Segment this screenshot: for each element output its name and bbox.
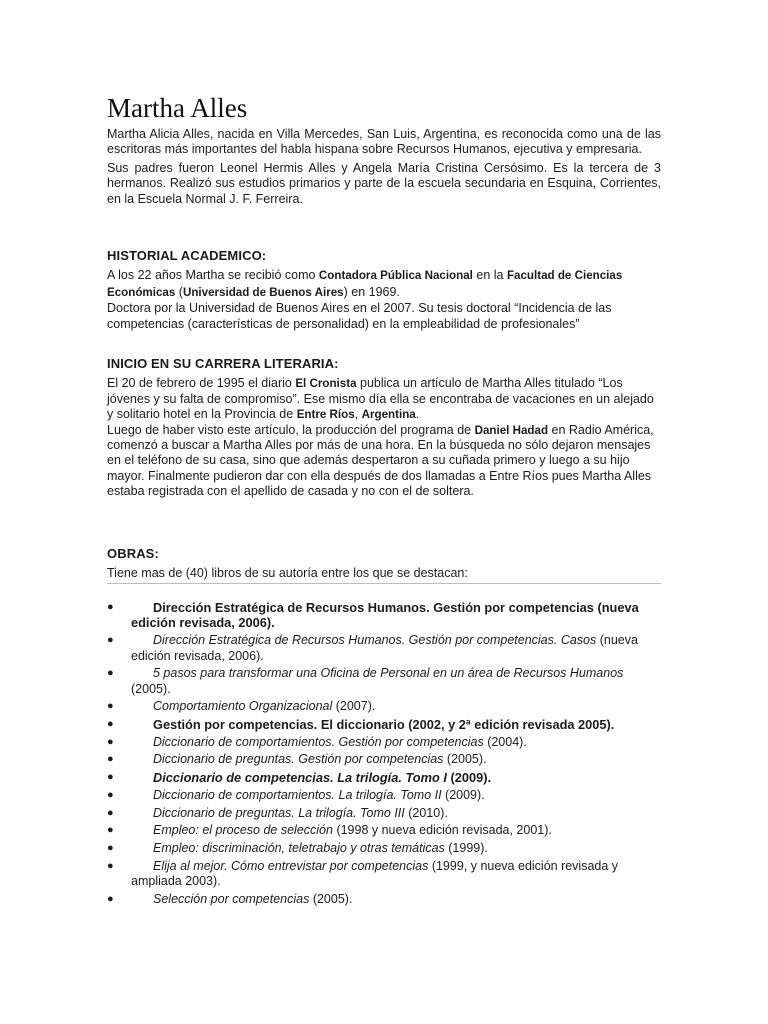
career-text: Luego de haber visto este artículo, la producción del programa de <box>107 422 475 437</box>
academic-paragraph-1 <box>107 267 661 301</box>
works-heading: OBRAS: <box>107 546 159 561</box>
work-year: (2004). <box>483 734 527 749</box>
bullet-icon: ● <box>107 788 114 801</box>
province-name: Entre Ríos <box>296 408 355 422</box>
work-title: Empleo: el proceso de selección <box>153 823 333 838</box>
work-title: Dirección Estratégica de Recursos Humanos. Gestión por competencias. Casos <box>153 633 597 648</box>
list-item <box>107 823 661 838</box>
bullet-icon: ● <box>107 634 114 647</box>
bullet-icon: ● <box>107 892 114 905</box>
list-item <box>107 633 661 664</box>
work-year: (2009). <box>446 770 492 786</box>
country-name: Argentina <box>361 408 416 422</box>
work-year: (2005). <box>443 752 487 767</box>
work-year: (2005). <box>309 891 353 906</box>
work-year: (1998 y nueva edición revisada, 2001). <box>332 823 552 838</box>
list-item <box>107 859 661 890</box>
work-title: Empleo: discriminación, teletrabajo y otras temáticas <box>153 840 445 855</box>
academic-text: en la <box>472 268 507 283</box>
list-item <box>107 788 661 803</box>
intro-section <box>107 127 661 207</box>
academic-paragraph-2: Doctora por la Universidad de Buenos Aires en el 2007. Su tesis doctoral “Incidencia de las competencias (características de personalidad) en la empleabilidad de profesionales” <box>107 301 612 331</box>
career-text: en Radio América, comenzó a buscar a Martha Alles por más de una hora. En la búsqueda no sólo dejaron mensajes en el teléfono de su casa, sino que además despertaron a su cuñada primero y luego a su hijo mayor. Finalmente pudieron dar con ella después de dos llamadas a Entre Ríos pues Martha Alles estaba registrada con el apellido de casada y no con el de soltera. <box>107 422 654 499</box>
academic-heading: HISTORIAL ACADEMICO: <box>107 248 267 263</box>
list-item <box>107 699 661 714</box>
bullet-icon: ● <box>107 667 114 680</box>
bullet-icon: ● <box>107 718 114 731</box>
work-title: Diccionario de comportamientos. La trilogía. Tomo II <box>153 787 442 802</box>
faculty-name: Facultad de Ciencias Económicas <box>107 269 623 300</box>
career-text: . <box>415 407 420 422</box>
academic-text: A los 22 años Martha se recibió como <box>107 268 319 283</box>
list-item <box>107 717 661 732</box>
work-year: (2009). <box>441 787 485 802</box>
bullet-icon: ● <box>107 735 114 748</box>
bullet-icon: ● <box>107 824 114 837</box>
work-title: Dirección Estratégica de Recursos Humanos. Gestión por competencias (nueva edición revisada, 2006). <box>131 600 639 631</box>
work-title: Selección por competencias <box>153 891 310 906</box>
list-item <box>107 841 661 856</box>
bullet-icon: ● <box>107 771 114 784</box>
list-item <box>107 770 661 785</box>
career-paragraph-2 <box>107 423 661 500</box>
intro-paragraph-1: Martha Alicia Alles, nacida en Villa Mercedes, San Luis, Argentina, es reconocida como una de las escritoras más importantes del habla hispana sobre Recursos Humanos, ejecutiva y empresaria. <box>107 127 661 157</box>
list-item <box>107 892 661 907</box>
works-list <box>107 600 661 909</box>
work-title: Diccionario de competencias. La trilogía. Tomo I <box>153 770 447 786</box>
newspaper-name: El Cronista <box>295 377 357 391</box>
works-intro: Tiene mas de (40) libros de su autoría entre los que se destacan: <box>107 566 661 583</box>
list-item <box>107 806 661 821</box>
academic-section <box>107 248 661 332</box>
intro-paragraph-2: Sus padres fueron Leonel Hermis Alles y Angela María Cristina Cersósimo. Es la tercera de 3 hermanos. Realizó sus estudios primarios y parte de la escuela secundaria en Esquina, Corrientes, en la Escuela Normal J. F. Ferreira. <box>107 160 661 206</box>
career-text: publica un artículo de Martha Alles titulado “Los jóvenes y su falta de compromiso”. Ese mismo día ella se encontraba de vacaciones en un alejado y solitario hotel en la Provincia de <box>107 376 654 422</box>
work-year: (nueva edición revisada, 2006). <box>131 633 638 663</box>
bullet-icon: ● <box>107 700 114 713</box>
academic-text: ) en 1969. <box>343 285 400 300</box>
work-title: Elija al mejor. Cómo entrevistar por competencias <box>153 858 429 873</box>
work-year: (2005). <box>131 681 171 696</box>
work-year: (1999). <box>444 840 488 855</box>
career-text: , <box>354 407 362 422</box>
work-title: 5 pasos para transformar una Oficina de Personal en un área de Recursos Humanos <box>153 666 624 681</box>
bullet-icon: ● <box>107 601 114 613</box>
work-title: Comportamiento Organizacional <box>153 699 333 714</box>
work-title: Diccionario de preguntas. La trilogía. Tomo III <box>153 805 405 820</box>
work-title: Diccionario de comportamientos. Gestión por competencias <box>153 734 484 749</box>
page-title: Martha Alles <box>107 93 248 123</box>
career-section <box>107 356 661 500</box>
career-heading: INICIO EN SU CARRERA LITERARIA: <box>107 356 339 371</box>
radio-host-name: Daniel Hadad <box>474 423 549 437</box>
bullet-icon: ● <box>107 806 114 819</box>
career-paragraph-1 <box>107 376 661 422</box>
university-name: Universidad de Buenos Aires <box>182 286 344 300</box>
work-year: (2007). <box>332 699 376 714</box>
work-title: Diccionario de preguntas. Gestión por competencias <box>153 752 444 767</box>
bullet-icon: ● <box>107 841 114 854</box>
work-year: (2010). <box>404 805 448 820</box>
degree-name: Contadora Pública Nacional <box>318 269 473 283</box>
list-item <box>107 666 661 697</box>
career-text: El 20 de febrero de 1995 el diario <box>107 376 296 391</box>
list-item <box>107 735 661 750</box>
works-section <box>107 546 661 584</box>
list-item <box>107 600 661 631</box>
bullet-icon: ● <box>107 859 114 872</box>
academic-text: ( <box>175 285 183 300</box>
work-year: (1999, y nueva edición revisada y ampliada 2003). <box>131 858 619 889</box>
list-item <box>107 752 661 767</box>
work-title: Gestión por competencias. El diccionario (2002, y 2ª edición revisada 2005). <box>153 717 615 733</box>
bullet-icon: ● <box>107 753 114 766</box>
